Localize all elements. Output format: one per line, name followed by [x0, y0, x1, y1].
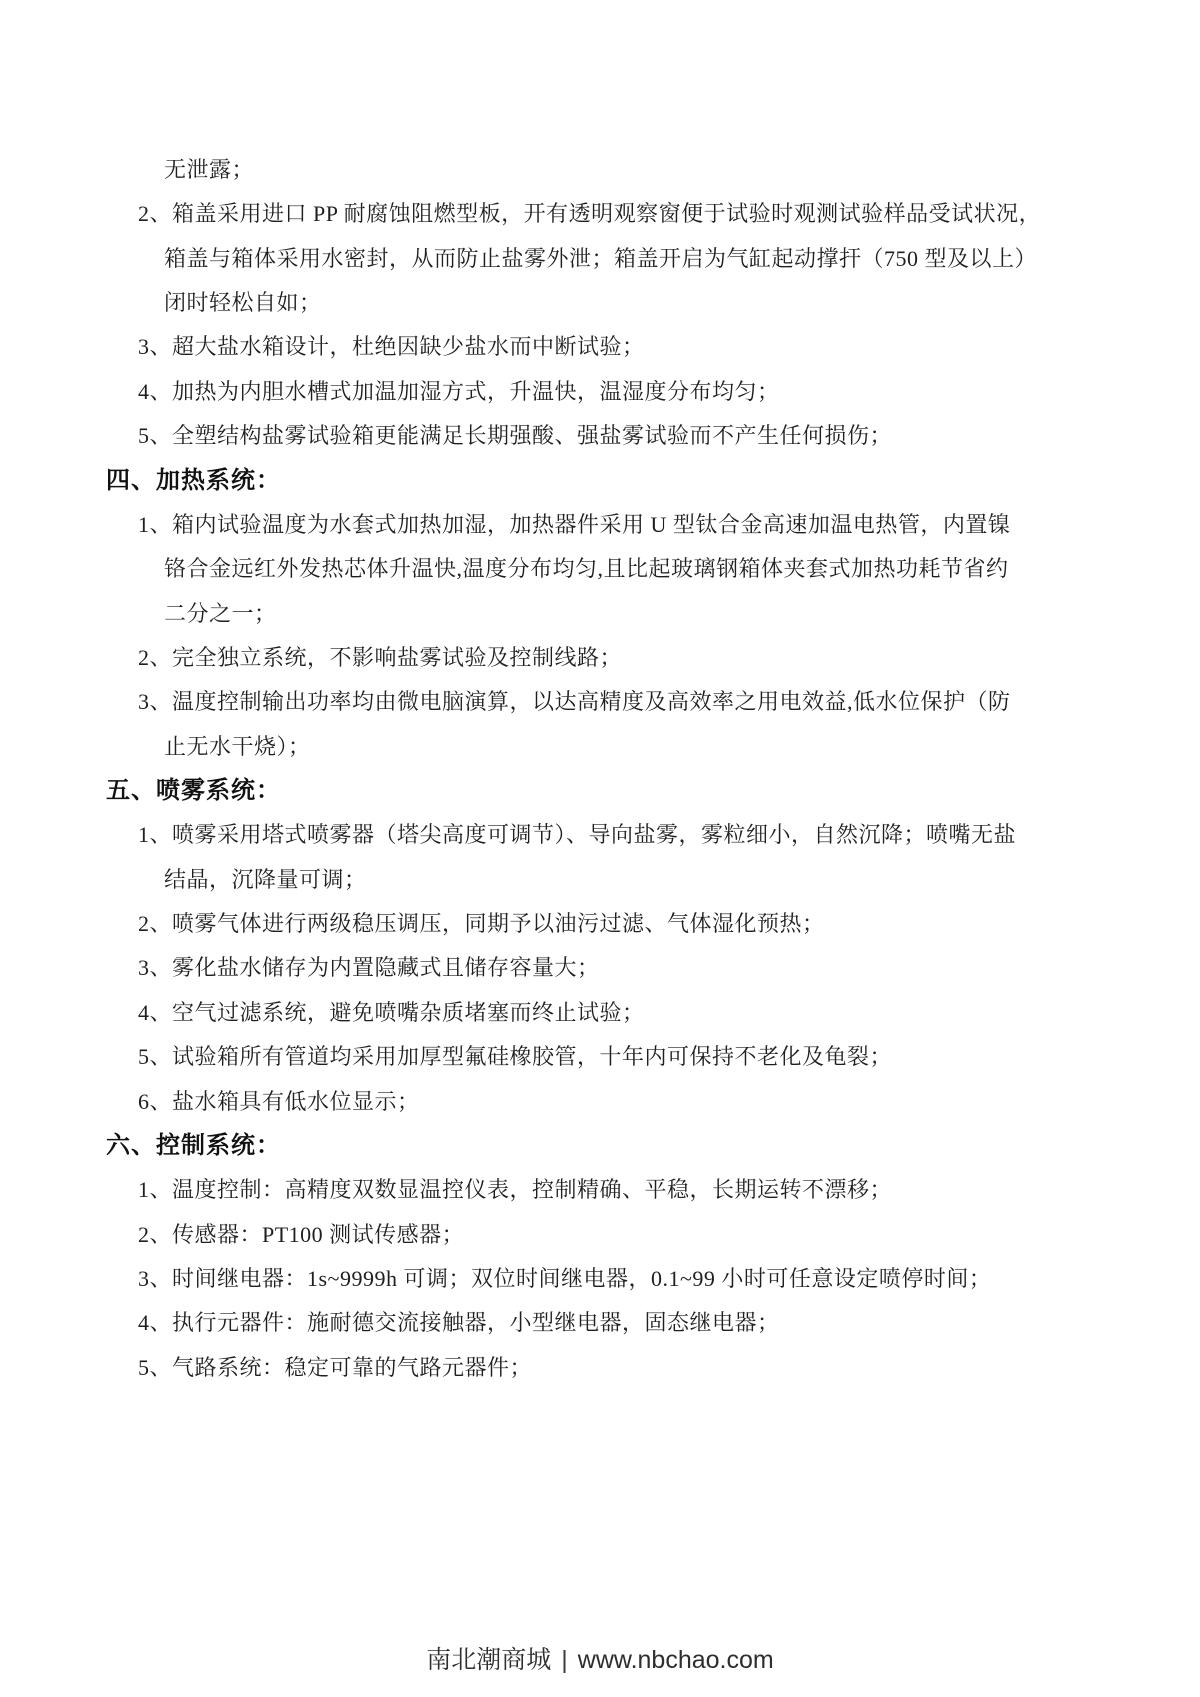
section-heading: 五、喷雾系统： — [106, 777, 281, 805]
text-continuation-line: 无泄露； — [164, 157, 255, 182]
list-item-line: 2、箱盖采用进口 PP 耐腐蚀阻燃型板，开有透明观察窗便于试验时观测试验样品受试状况， — [138, 201, 1042, 227]
page-footer — [0, 1638, 1200, 1682]
list-item-line: 2、完全独立系统，不影响盐雾试验及控制线路； — [138, 644, 623, 670]
footer-url: www.nbchao.com — [577, 1646, 774, 1674]
text-continuation-line: 箱盖与箱体采用水密封，从而防止盐雾外泄；箱盖开启为气缸起动撑扞（750 型及以上） — [164, 245, 1038, 271]
list-item-line: 6、盐水箱具有低水位显示； — [138, 1088, 420, 1114]
text-continuation-line: 二分之一； — [164, 600, 277, 626]
list-item-line: 4、加热为内胆水槽式加温加湿方式，升温快，温湿度分布均匀； — [138, 378, 780, 404]
list-item-line: 5、试验箱所有管道均采用加厚型氟硅橡胶管，十年内可保持不老化及龟裂； — [138, 1044, 893, 1070]
section-heading: 六、控制系统： — [106, 1131, 281, 1159]
list-item-line: 1、箱内试验温度为水套式加热加湿，加热器件采用 U 型钛合金高速加温电热管，内置镍 — [138, 511, 1011, 537]
list-item-line: 1、温度控制：高精度双数显温控仪表，控制精确、平稳，长期运转不漂移； — [138, 1177, 893, 1203]
list-item-line: 5、气路系统：稳定可靠的气路元器件； — [138, 1354, 533, 1380]
footer-site-name: 南北潮商城 — [426, 1646, 552, 1674]
list-item-line: 4、空气过滤系统，避免喷嘴杂质堵塞而终止试验； — [138, 999, 645, 1025]
text-continuation-line: 止无水干烧）； — [164, 733, 311, 759]
text-continuation-line: 铬合金远红外发热芯体升温快,温度分布均匀,且比起玻璃钢箱体夹套式加热功耗节省约 — [164, 556, 1009, 582]
section-heading: 四、加热系统： — [106, 466, 281, 494]
footer-separator-bar: | — [561, 1646, 568, 1674]
list-item-line: 2、传感器：PT100 测试传感器； — [138, 1221, 465, 1247]
list-item-line: 3、超大盐水箱设计，杜绝因缺少盐水而中断试验； — [138, 334, 645, 360]
list-item-line: 3、温度控制输出功率均由微电脑演算，以达高精度及高效率之用电效益,低水位保护（防 — [138, 689, 1011, 715]
text-continuation-line: 结晶，沉降量可调； — [164, 866, 367, 892]
list-item-line: 1、喷雾采用塔式喷雾器（塔尖高度可调节）、导向盐雾，雾粒细小，自然沉降；喷嘴无盐 — [138, 822, 1017, 848]
list-item-line: 4、执行元器件：施耐德交流接触器，小型继电器，固态继电器； — [138, 1310, 780, 1336]
list-item-line: 5、全塑结构盐雾试验箱更能满足长期强酸、强盐雾试验而不产生任何损伤； — [138, 423, 893, 449]
list-item-line: 3、雾化盐水储存为内置隐藏式且储存容量大； — [138, 955, 600, 981]
list-item-line: 2、喷雾气体进行两级稳压调压，同期予以油污过滤、气体湿化预热； — [138, 911, 825, 937]
text-continuation-line: 闭时轻松自如； — [164, 290, 322, 316]
document-body — [0, 148, 1200, 1390]
list-item-line: 3、时间继电器：1s~9999h 可调；双位时间继电器，0.1~99 小时可任意设定喷停时间； — [138, 1265, 992, 1291]
